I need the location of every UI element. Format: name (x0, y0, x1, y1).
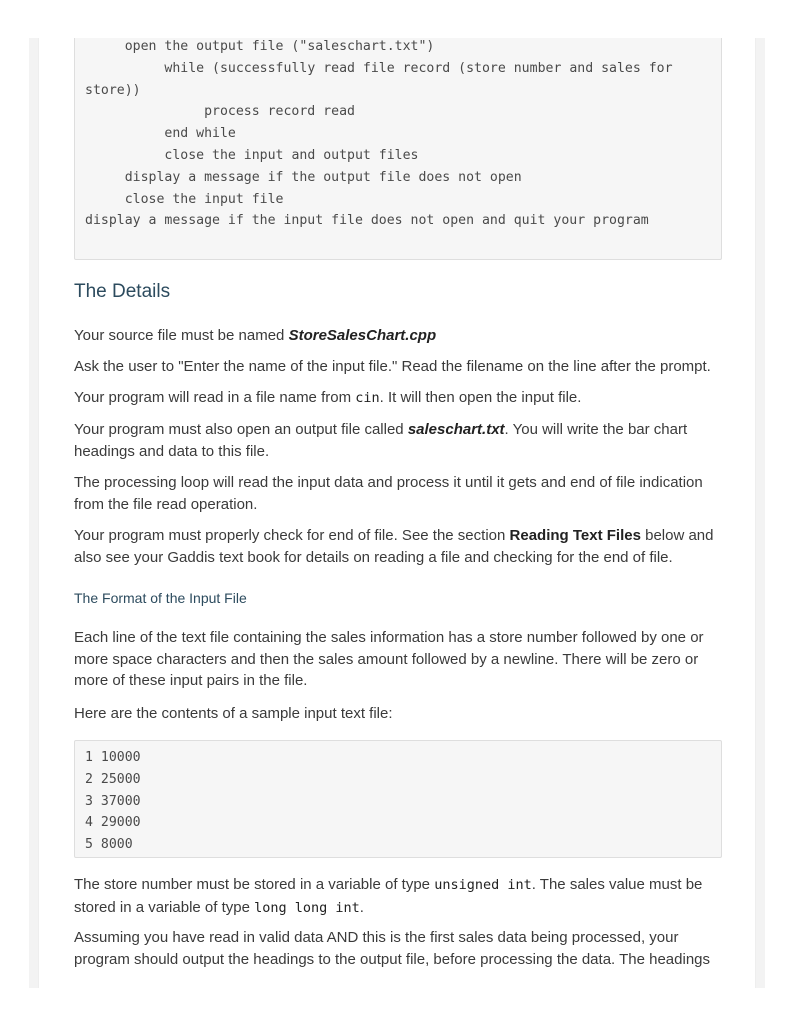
details-paragraph-4: Your program must also open an output file called saleschart.txt. You will write the bar chart headings and data to this file. (74, 421, 688, 460)
details-paragraph-1: Your source file must be named StoreSalesChart.cpp (74, 327, 437, 344)
input-format-paragraph-4: Assuming you have read in valid data AND this is the first sales data being processed, your program should output the headings to the output file, before processing the data. The headings (74, 929, 710, 968)
input-format-paragraph-1: Each line of the text file containing the sales information has a store number followed by one or more space characters and then the sales amount followed by a newline. There will be zero or more of these input pairs in the file. (74, 629, 704, 689)
pseudocode-block (74, 38, 722, 260)
input-format-heading: The Format of the Input File (74, 590, 247, 606)
cin-code: cin (355, 390, 380, 406)
details-paragraph-3: Your program will read in a file name from cin. It will then open the input file. (74, 389, 582, 406)
unsigned-int-code: unsigned int (434, 877, 532, 893)
sample-input-block (74, 740, 722, 858)
source-filename: StoreSalesChart.cpp (288, 327, 437, 344)
details-paragraph-2: Ask the user to "Enter the name of the input file." Read the filename on the line after the prompt. (74, 358, 711, 375)
details-paragraph-5: The processing loop will read the input data and process it until it gets and end of file indication from the file read operation. (74, 474, 703, 513)
long-long-int-code: long long int (254, 899, 360, 916)
sample-input-text: 1 10000 2 25000 3 37000 4 29000 5 8000 (85, 750, 141, 853)
details-heading: The Details (74, 281, 171, 302)
output-filename: saleschart.txt (407, 421, 505, 438)
input-format-paragraph-3: The store number must be stored in a variable of type unsigned int. The sales value must be stored in a variable of type long long int. (74, 876, 703, 916)
details-paragraph-6: Your program must properly check for end of file. See the section Reading Text Files below and also see your Gaddis text book for details on reading a file and checking for the end of file. (74, 527, 714, 566)
document-page (38, 38, 756, 988)
reading-text-files-link: Reading Text Files (509, 527, 641, 544)
input-format-paragraph-2: Here are the contents of a sample input text file: (74, 705, 393, 722)
pseudocode-text: open the output file ("saleschart.txt") while (successfully read file record (store number and sales for store)) process record read end while close the input and output files display a message if the output file does not open close the input file display a message if the input file does not open and quit your program (85, 39, 681, 229)
